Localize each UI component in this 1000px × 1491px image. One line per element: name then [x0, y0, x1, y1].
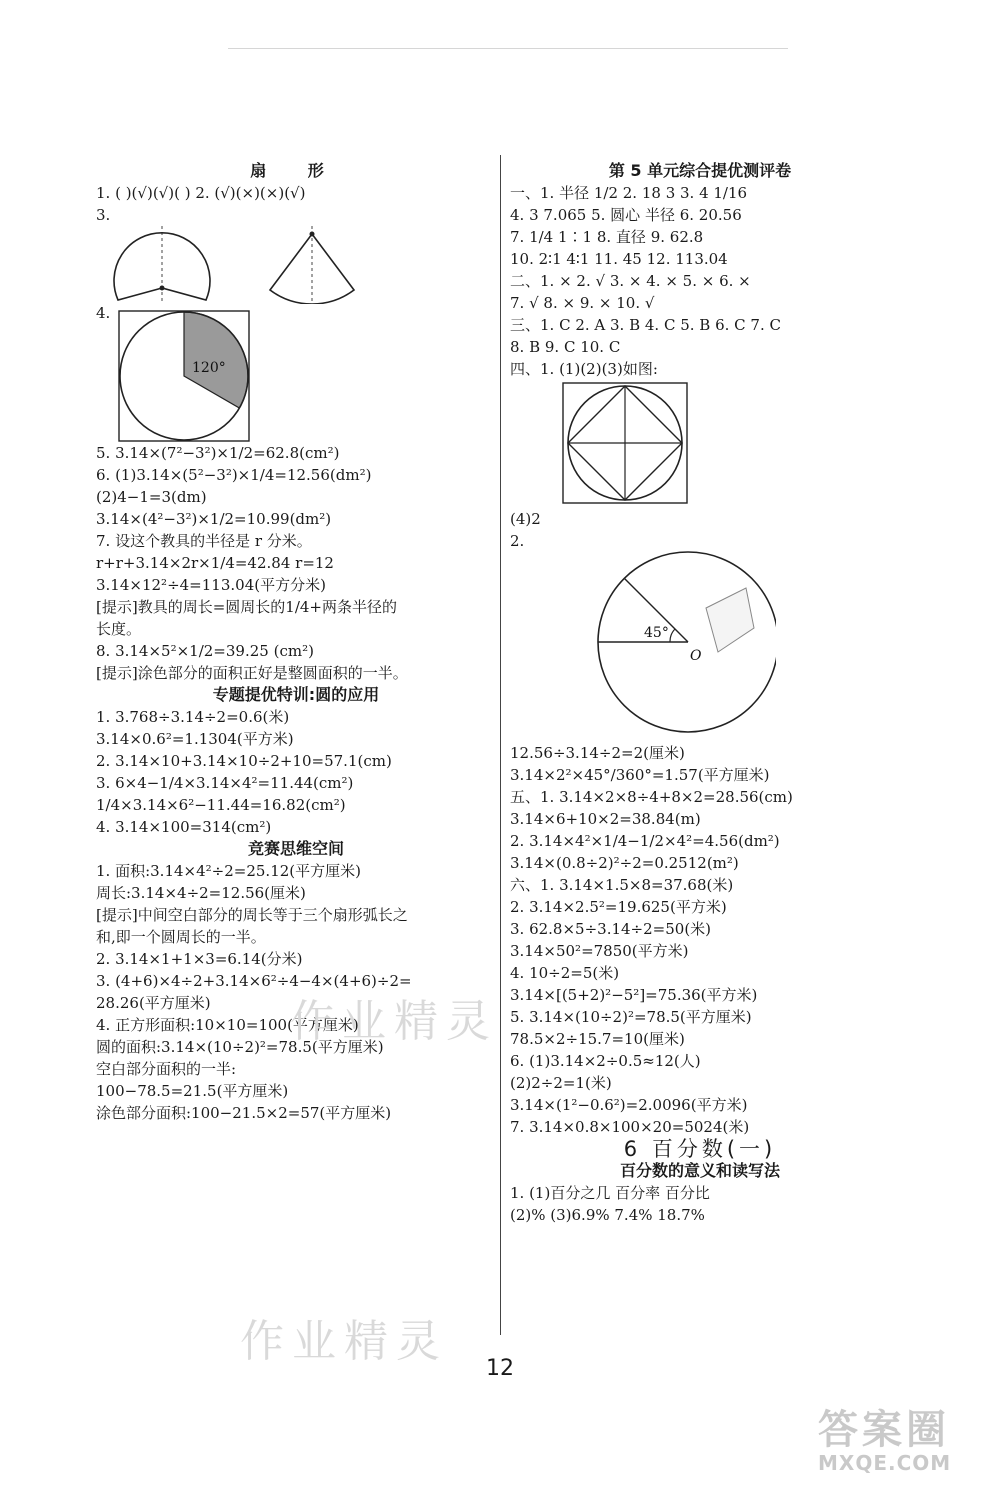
- hint-line: 长度。: [96, 620, 142, 638]
- answer-line: 1. ( )(√)(√)( ) 2. (√)(×)(×)(√): [96, 184, 306, 202]
- answer-line: (2)% (3)6.9% 7.4% 18.7%: [510, 1206, 705, 1224]
- section-title-sector: 扇 形: [250, 161, 342, 180]
- answer-line: 4. 正方形面积:10×10=100(平方厘米): [96, 1016, 359, 1034]
- answer-line: 3.14×(0.8÷2)²÷2=0.2512(m²): [510, 854, 739, 872]
- section-title-unit5-test: 第 5 单元综合提优测评卷: [608, 161, 792, 180]
- logo-text: 答案圈: [818, 1407, 950, 1453]
- answer-line: 六、1. 3.14×1.5×8=37.68(米): [510, 876, 734, 894]
- answer-line: 78.5×2÷15.7=10(厘米): [510, 1030, 685, 1048]
- watermark: 作业精灵: [240, 1316, 448, 1367]
- answer-line: 6. (1)3.14×2÷0.5≈12(人): [510, 1052, 701, 1070]
- answer-line: 4. 3 7.065 5. 圆心 半径 6. 20.56: [510, 206, 742, 224]
- answer-line: (4)2: [510, 510, 541, 528]
- answer-line: (2)2÷2=1(米): [510, 1074, 612, 1092]
- answer-line: r+r+3.14×2r×1/4=42.84 r=12: [96, 554, 334, 572]
- answer-line: 三、1. C 2. A 3. B 4. C 5. B 6. C 7. C: [510, 316, 781, 334]
- answer-line: 12.56÷3.14÷2=2(厘米): [510, 744, 685, 762]
- center-label: O: [690, 648, 702, 664]
- figure-sectors: [96, 226, 496, 304]
- answer-line: 6. (1)3.14×(5²−3²)×1/4=12.56(dm²): [96, 466, 372, 484]
- chapter-title-percent: 6 百分数(一): [623, 1137, 777, 1161]
- answer-line: 2. 3.14×2.5²=19.625(平方米): [510, 898, 727, 916]
- answer-line: 7. √ 8. × 9. × 10. √: [510, 294, 655, 312]
- section-title-percent-meaning: 百分数的意义和读写法: [619, 1161, 780, 1180]
- answer-line: 1/4×3.14×6²−11.44=16.82(cm²): [96, 796, 346, 814]
- answer-line: 五、1. 3.14×2×8÷4+8×2=28.56(cm): [510, 788, 793, 806]
- sector-drawings: [96, 226, 496, 304]
- answer-line: 4. 10÷2=5(米): [510, 964, 620, 982]
- answer-line: 3.14×12²÷4=113.04(平方分米): [96, 576, 326, 594]
- answer-line: 圆的面积:3.14×(10÷2)²=78.5(平方厘米): [96, 1038, 384, 1056]
- right-column: [510, 160, 890, 1226]
- answer-line: 二、1. × 2. √ 3. × 4. × 5. × 6. ×: [510, 272, 751, 290]
- page-number: 12: [486, 1356, 514, 1381]
- section-title-competition: 竞赛思维空间: [247, 839, 344, 858]
- answer-line: 3.14×50²=7850(平方米): [510, 942, 689, 960]
- answer-line: 3.14×(1²−0.6²)=2.0096(平方米): [510, 1096, 748, 1114]
- answer-line: 1. 面积:3.14×4²÷2=25.12(平方厘米): [96, 862, 361, 880]
- answer-line: 空白部分面积的一半:: [96, 1060, 237, 1078]
- answer-line: 3.: [96, 206, 111, 224]
- answer-line: 2. 3.14×4²×1/4−1/2×4²=4.56(dm²): [510, 832, 780, 850]
- hint-line: 和,即一个圆周长的一半。: [96, 928, 266, 946]
- circle-with-45-sector: [556, 544, 776, 740]
- hint-line: [提示]涂色部分的面积正好是整圆面积的一半。: [96, 664, 408, 682]
- answer-line: 涂色部分面积:100−21.5×2=57(平方厘米): [96, 1104, 392, 1122]
- answer-line: 3. 62.8×5÷3.14÷2=50(米): [510, 920, 712, 938]
- section-title-circle-application: 专题提优特训:圆的应用: [212, 685, 380, 704]
- answer-line: 3.14×6+10×2=38.84(m): [510, 810, 701, 828]
- logo-site: MXQE.COM: [818, 1451, 952, 1475]
- watermark: 作业精灵: [290, 996, 498, 1047]
- answer-line: 周长:3.14×4÷2=12.56(厘米): [96, 884, 306, 902]
- answer-line: (2)4−1=3(dm): [96, 488, 207, 506]
- answer-line: 3.14×0.6²=1.1304(平方米): [96, 730, 294, 748]
- left-column: [96, 160, 496, 1124]
- hint-line: [提示]中间空白部分的周长等于三个扇形弧长之: [96, 906, 408, 924]
- figure-circle-square: [510, 380, 890, 508]
- answer-line: 3.14×2²×45°/360°=1.57(平方厘米): [510, 766, 770, 784]
- answer-line: 8. 3.14×5²×1/2=39.25 (cm²): [96, 642, 314, 660]
- answer-line: 4. 3.14×100=314(cm²): [96, 818, 272, 836]
- answer-line: 一、1. 半径 1/2 2. 18 3 3. 4 1/16: [510, 184, 748, 202]
- figure-circle-120: [96, 304, 496, 442]
- answer-line: 10. 2∶1 4∶1 11. 45 12. 113.04: [510, 250, 728, 268]
- answer-line: 1. (1)百分之几 百分率 百分比: [510, 1184, 710, 1202]
- angle-label: 45°: [644, 625, 669, 641]
- top-rule: [228, 48, 788, 49]
- answer-line: 2.: [510, 532, 525, 550]
- answer-line: 3.14×[(5+2)²−5²]=75.36(平方米): [510, 986, 758, 1004]
- circle-with-inscribed-square: [562, 382, 690, 506]
- column-divider: [500, 155, 501, 1335]
- angle-label: 120°: [192, 360, 226, 376]
- answer-line: 四、1. (1)(2)(3)如图:: [510, 360, 658, 378]
- answer-line: 5. 3.14×(10÷2)²=78.5(平方厘米): [510, 1008, 752, 1026]
- circle-in-square: [118, 310, 252, 444]
- site-logo: [818, 1398, 951, 1475]
- answer-line: 7. 3.14×0.8×100×20=5024(米): [510, 1118, 750, 1136]
- answer-line: 7. 设这个教具的半径是 r 分米。: [96, 532, 312, 550]
- answer-line: 5. 3.14×(7²−3²)×1/2=62.8(cm²): [96, 444, 340, 462]
- answer-line: 8. B 9. C 10. C: [510, 338, 621, 356]
- figure-circle-45: [510, 552, 890, 742]
- answer-line: 1. 3.768÷3.14÷2=0.6(米): [96, 708, 290, 726]
- answer-line: 3.14×(4²−3²)×1/2=10.99(dm²): [96, 510, 332, 528]
- answer-line: 3. 6×4−1/4×3.14×4²=11.44(cm²): [96, 774, 354, 792]
- answer-line: 100−78.5=21.5(平方厘米): [96, 1082, 289, 1100]
- answer-line: 2. 3.14×10+3.14×10÷2+10=57.1(cm): [96, 752, 392, 770]
- answer-line: 7. 1/4 1∶1 8. 直径 9. 62.8: [510, 228, 704, 246]
- hint-line: [提示]教具的周长=圆周长的1/4+两条半径的: [96, 598, 397, 616]
- answer-line: 3. (4+6)×4÷2+3.14×6²÷4−4×(4+6)÷2=: [96, 972, 412, 990]
- answer-line: 2. 3.14×1+1×3=6.14(分米): [96, 950, 303, 968]
- question-number: 4.: [96, 304, 111, 322]
- answer-line: 28.26(平方厘米): [96, 994, 211, 1012]
